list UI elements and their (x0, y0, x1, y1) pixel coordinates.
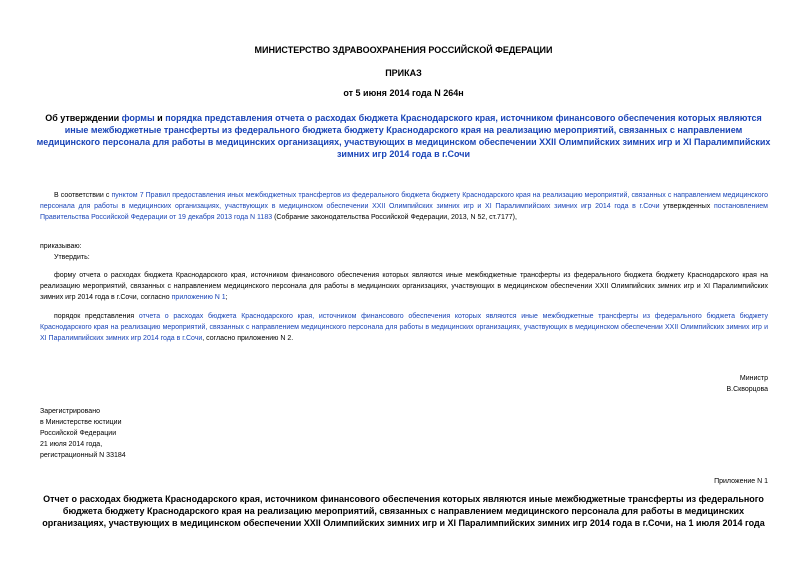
registration-line: в Министерстве юстиции (40, 419, 122, 426)
item2-text-1: порядок представления (54, 313, 139, 320)
order-heading: ПРИКАЗ (385, 68, 422, 78)
registration-line: Российской Федерации (40, 430, 117, 437)
appendix-title: Отчет о расходах бюджета Краснодарского края, источником финансового обеспечения которых являются иные межбюджетные трансферты из федерального бюджета бюджету Краснодарского края на реализацию мероприятий, связанных с направлением медицинского персонала для работы в медицинских организациях, участвующих в медицинском обеспечении XXII Олимпийских зимних игр и XI Паралимпийских зимних игр 2014 года в г.Сочи, на 1 июля 2014 года (42, 494, 765, 528)
link-rules-point-7[interactable]: пунктом 7 Правил предоставления иных межбюджетных трансфертов из федерального бюджета бюджету Краснодарского края на реализацию мероприятий, связанных с направлением медицинского персонала для работы в медицинских организациях, участвующих в медицинском обеспечении XXII Олимпийских зимних игр и XI Паралимпийских зимних игр 2014 года в г.Сочи (40, 192, 768, 210)
approval-item-form (40, 270, 768, 303)
preamble-text-2: утвержденных (659, 203, 715, 210)
order-title (36, 112, 771, 160)
signature-name: В.Скворцова (726, 386, 768, 393)
approve-label: Утвердить: (54, 254, 90, 261)
title-text-1: Об утверждении (45, 113, 122, 123)
preamble-text-1: В соответствии с (54, 192, 112, 199)
item2-text-2: , согласно приложению N 2. (202, 335, 294, 342)
registration-line: Зарегистрировано (40, 408, 100, 415)
link-appendix-1[interactable]: приложению N 1 (171, 294, 226, 301)
signature-position: Министр (739, 375, 768, 382)
preamble-paragraph (40, 190, 768, 223)
item1-text-2: ; (225, 294, 228, 301)
order-command: приказываю: (40, 243, 82, 250)
order-date: от 5 июня 2014 года N 264н (343, 88, 464, 98)
preamble-text-3: (Собрание законодательства Российской Федерации, 2013, N 52, ст.7177), (272, 214, 517, 221)
appendix-note: Приложение N 1 (714, 478, 768, 485)
link-forms[interactable]: формы (121, 113, 155, 123)
link-procedure[interactable]: порядка представления отчета о расходах бюджета Краснодарского края, источником финансового обеспечения которых являются иные межбюджетные трансферты из федерального бюджета бюджету Краснодарского края на реализацию мероприятий, связанных с направлением медицинского персонала для работы в медицинских организациях, участвующих в медицинском обеспечении XXII Олимпийских зимних игр и XI Паралимпийских зимних игр 2014 года в г.Сочи (36, 113, 771, 159)
registration-block (40, 406, 200, 461)
approval-item-procedure (40, 311, 768, 344)
link-report-procedure[interactable]: отчета о расходах бюджета Краснодарского края, источником финансового обеспечения которых являются иные межбюджетные трансферты из федерального бюджета бюджету Краснодарского края на реализацию мероприятий, связанных с направлением медицинского персонала для работы в медицинских организациях, участвующих в медицинском обеспечении XXII Олимпийских зимних игр и XI Паралимпийских зимних игр 2014 года в г.Сочи (40, 313, 768, 342)
registration-line: 21 июля 2014 года, (40, 441, 103, 448)
registration-line: регистрационный N 33184 (40, 452, 126, 459)
item1-text-1: форму отчета о расходах бюджета Краснодарского края, источником финансового обеспечения которых являются иные межбюджетные трансферты из федерального бюджета бюджету Краснодарского края на реализацию мероприятий, связанных с направлением медицинского персонала для работы в медицинских организациях, участвующих в медицинском обеспечении XXII Олимпийских зимних игр и XI Паралимпийских зимних игр 2014 года в г.Сочи, согласно (40, 272, 768, 301)
link-government-resolution[interactable]: постановлением Правительства Российской Федерации от 19 декабря 2013 года N 1183 (40, 203, 768, 221)
title-text-2: и (154, 113, 166, 123)
ministry-heading: МИНИСТЕРСТВО ЗДРАВООХРАНЕНИЯ РОССИЙСКОЙ ФЕДЕРАЦИИ (254, 45, 553, 55)
signature-block (648, 373, 768, 395)
